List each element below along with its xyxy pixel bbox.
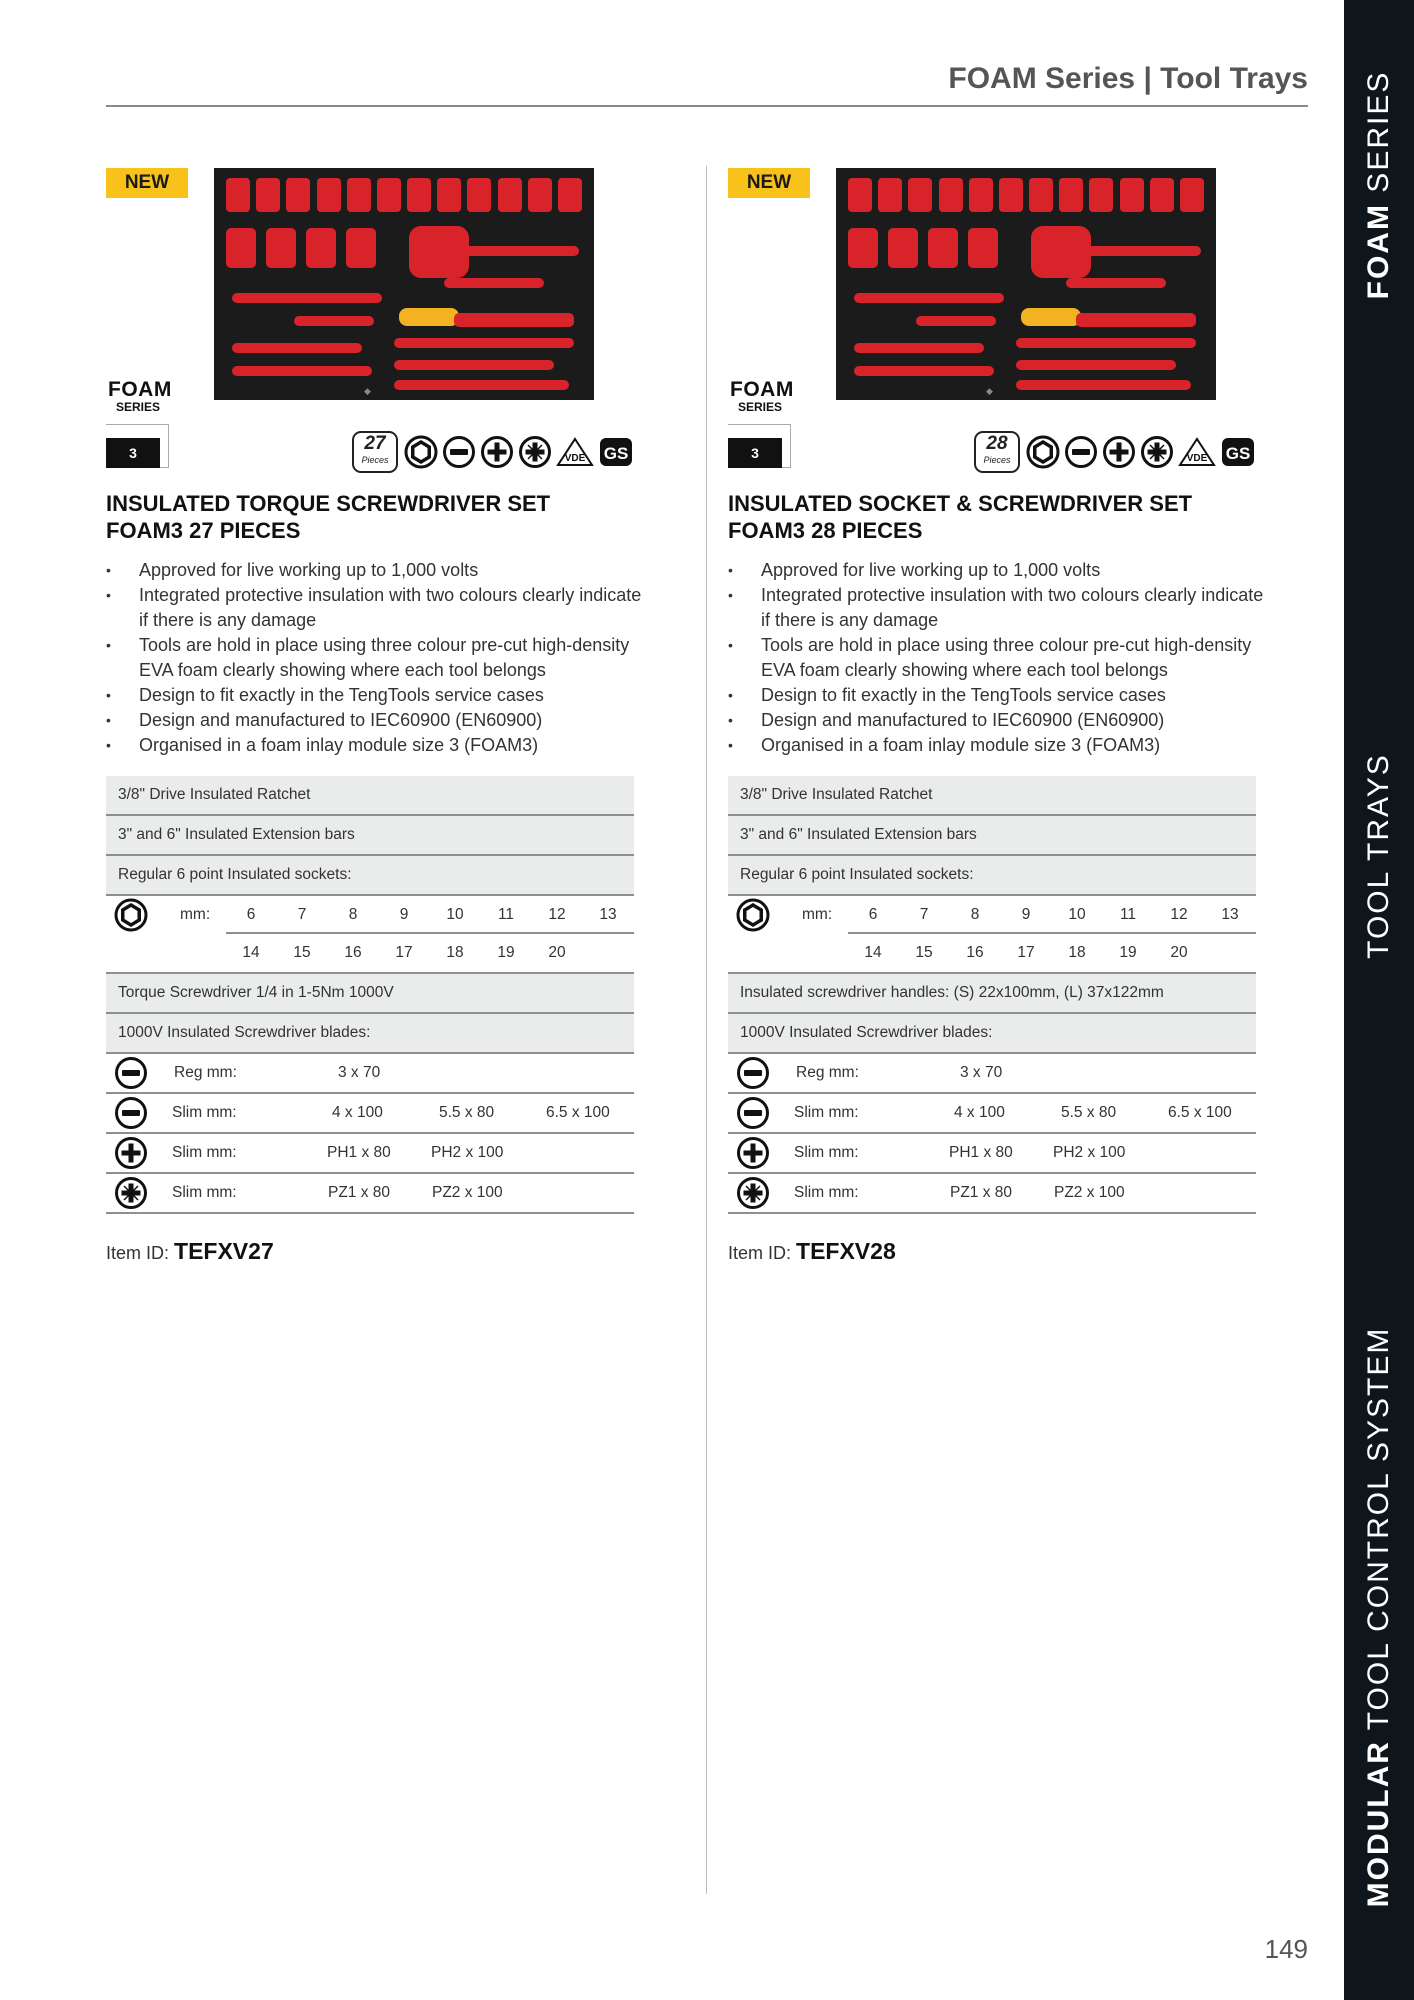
pozidriv-icon bbox=[518, 435, 552, 469]
item-id-value: TEFXV27 bbox=[174, 1238, 274, 1264]
blade-size: 6.5 x 100 bbox=[1168, 1104, 1232, 1121]
sidebar-series-light: SERIES bbox=[1362, 70, 1395, 193]
socket-size: 8 bbox=[970, 906, 980, 923]
sidebar-system-bold: MODULAR bbox=[1362, 1740, 1395, 1908]
photo-large-sockets bbox=[848, 228, 998, 268]
socket-size: 13 bbox=[599, 906, 617, 923]
photo-large-sockets bbox=[226, 228, 376, 268]
feature-item: • Tools are hold in place using three colour pre-cut high-density EVA foam clearly showing where each tool belongs bbox=[106, 633, 646, 683]
spec-row-text: 3" and 6" Insulated Extension bars bbox=[118, 826, 355, 843]
blade-row bbox=[106, 1174, 634, 1214]
socket-size: 17 bbox=[1017, 944, 1035, 961]
spec-table bbox=[106, 776, 634, 1214]
pozidriv-icon bbox=[736, 1176, 770, 1210]
product-title bbox=[106, 490, 550, 544]
pieces-count: 28 bbox=[986, 433, 1008, 454]
feature-item: • Design to fit exactly in the TengTools service cases bbox=[728, 683, 1268, 708]
item-id-label: Item ID: bbox=[106, 1243, 170, 1263]
foam-logo-word: FOAM bbox=[730, 378, 794, 401]
spec-row bbox=[106, 856, 634, 896]
socket-size: 9 bbox=[1021, 906, 1031, 923]
spec-row-text: Regular 6 point Insulated sockets: bbox=[740, 866, 974, 883]
blade-label: Slim mm: bbox=[794, 1144, 859, 1161]
photo-brand-text: ◆ bbox=[986, 386, 993, 396]
blade-size: PZ2 x 100 bbox=[432, 1184, 503, 1201]
blade-label: Slim mm: bbox=[794, 1104, 859, 1121]
product-card bbox=[728, 166, 1264, 1306]
feature-icon-row bbox=[974, 428, 1256, 476]
sidebar-system-label bbox=[1362, 1327, 1396, 1908]
page-number: 149 bbox=[1264, 1934, 1308, 1964]
phillips-icon bbox=[1102, 435, 1136, 469]
feature-list bbox=[106, 558, 646, 758]
socket-size: 10 bbox=[1068, 906, 1086, 923]
photo-brand-text: ◆ bbox=[364, 386, 371, 396]
item-id-value: TEFXV28 bbox=[796, 1238, 896, 1264]
vde-icon bbox=[1178, 437, 1216, 467]
pieces-count: 27 bbox=[364, 433, 386, 454]
sidebar-series-bold: FOAM bbox=[1362, 203, 1395, 300]
blade-label: Reg mm: bbox=[796, 1064, 859, 1081]
blade-size: 3 x 70 bbox=[338, 1064, 381, 1081]
pieces-count-badge bbox=[974, 431, 1020, 473]
product-photo bbox=[214, 168, 594, 400]
header-divider bbox=[106, 105, 1308, 107]
blade-size: 6.5 x 100 bbox=[546, 1104, 610, 1121]
blade-row bbox=[106, 1094, 634, 1134]
item-id bbox=[106, 1238, 274, 1265]
feature-item: • Integrated protective insulation with two colours clearly indicate if there is any damage bbox=[728, 583, 1268, 633]
slotted-icon bbox=[736, 1096, 770, 1130]
sidebar bbox=[1344, 0, 1414, 2000]
blade-size: PH1 x 80 bbox=[949, 1144, 1013, 1161]
socket-size: 18 bbox=[446, 944, 464, 961]
hex-socket-icon bbox=[114, 898, 148, 932]
socket-size: 11 bbox=[497, 906, 515, 923]
blade-size: PH2 x 100 bbox=[1053, 1144, 1126, 1161]
blade-size: 5.5 x 80 bbox=[439, 1104, 495, 1121]
hex-socket-icon bbox=[736, 898, 770, 932]
feature-item: • Integrated protective insulation with two colours clearly indicate if there is any damage bbox=[106, 583, 646, 633]
column-divider bbox=[706, 166, 707, 1894]
module-size-badge bbox=[106, 424, 170, 468]
blade-size: PZ1 x 80 bbox=[950, 1184, 1013, 1201]
feature-item: • Design to fit exactly in the TengTools service cases bbox=[106, 683, 646, 708]
photo-socket-row bbox=[226, 178, 582, 212]
page-header-title: FOAM Series | Tool Trays bbox=[948, 62, 1308, 95]
foam-logo-sub: SERIES bbox=[737, 400, 782, 414]
svg-text:GS: GS bbox=[1225, 444, 1251, 463]
svg-text:VDE: VDE bbox=[564, 453, 586, 464]
spec-row-text: 1000V Insulated Screwdriver blades: bbox=[118, 1024, 371, 1041]
blade-label: Slim mm: bbox=[172, 1104, 237, 1121]
blade-size: PZ2 x 100 bbox=[1054, 1184, 1125, 1201]
socket-sizes-row-1 bbox=[728, 896, 1256, 934]
blade-row bbox=[728, 1054, 1256, 1094]
spec-row bbox=[728, 776, 1256, 816]
feature-list bbox=[728, 558, 1268, 758]
feature-item: • Organised in a foam inlay module size 3 (FOAM3) bbox=[106, 733, 646, 758]
socket-size: 15 bbox=[915, 944, 933, 961]
spec-row bbox=[106, 1014, 634, 1054]
feature-item: • Approved for live working up to 1,000 volts bbox=[106, 558, 646, 583]
slotted-icon bbox=[1064, 435, 1098, 469]
feature-item: • Design and manufactured to IEC60900 (EN60900) bbox=[728, 708, 1268, 733]
blade-size: PH2 x 100 bbox=[431, 1144, 504, 1161]
svg-text:VDE: VDE bbox=[1186, 453, 1208, 464]
socket-size: 12 bbox=[1170, 906, 1188, 923]
socket-size: 11 bbox=[1119, 906, 1137, 923]
socket-size: 8 bbox=[348, 906, 358, 923]
socket-size: 20 bbox=[548, 944, 566, 961]
hex-socket-icon bbox=[1026, 435, 1060, 469]
blade-size: 4 x 100 bbox=[954, 1104, 1005, 1121]
product-title bbox=[728, 490, 1192, 544]
gs-icon bbox=[598, 434, 634, 470]
blade-row bbox=[728, 1134, 1256, 1174]
spec-row-text: 3" and 6" Insulated Extension bars bbox=[740, 826, 977, 843]
spec-row bbox=[728, 856, 1256, 896]
slotted-icon bbox=[114, 1096, 148, 1130]
blade-label: Slim mm: bbox=[794, 1184, 859, 1201]
socket-size: 16 bbox=[966, 944, 984, 961]
foam-series-logo bbox=[730, 378, 794, 414]
sidebar-series-label bbox=[1362, 71, 1396, 300]
socket-sizes-row-2 bbox=[728, 934, 1256, 974]
socket-size: 17 bbox=[395, 944, 413, 961]
blade-size: PH1 x 80 bbox=[327, 1144, 391, 1161]
foam-logo-sub: SERIES bbox=[115, 400, 160, 414]
socket-size: 15 bbox=[293, 944, 311, 961]
item-id bbox=[728, 1238, 896, 1265]
module-size-badge bbox=[728, 424, 792, 468]
spec-row bbox=[728, 816, 1256, 856]
socket-size: 6 bbox=[868, 906, 878, 923]
socket-size: 14 bbox=[864, 944, 882, 961]
sidebar-system-light: TOOL CONTROL SYSTEM bbox=[1362, 1326, 1395, 1731]
spec-row-text: Torque Screwdriver 1/4 in 1-5Nm 1000V bbox=[118, 984, 394, 1001]
mm-label: mm: bbox=[802, 906, 833, 923]
blade-size: PZ1 x 80 bbox=[328, 1184, 391, 1201]
spec-row bbox=[106, 776, 634, 816]
feature-item: • Organised in a foam inlay module size 3 (FOAM3) bbox=[728, 733, 1268, 758]
spec-row-text: Regular 6 point Insulated sockets: bbox=[118, 866, 352, 883]
socket-sizes-row-2 bbox=[106, 934, 634, 974]
blade-label: Slim mm: bbox=[172, 1184, 237, 1201]
phillips-icon bbox=[480, 435, 514, 469]
blade-row bbox=[728, 1174, 1256, 1214]
spec-row bbox=[728, 1014, 1256, 1054]
feature-icon-row bbox=[352, 428, 634, 476]
socket-size: 16 bbox=[344, 944, 362, 961]
spec-row-text: 1000V Insulated Screwdriver blades: bbox=[740, 1024, 993, 1041]
socket-size: 20 bbox=[1170, 944, 1188, 961]
spec-row-text: 3/8" Drive Insulated Ratchet bbox=[118, 786, 311, 803]
vde-icon bbox=[556, 437, 594, 467]
pozidriv-icon bbox=[1140, 435, 1174, 469]
pozidriv-icon bbox=[114, 1176, 148, 1210]
product-title-line1: INSULATED SOCKET & SCREWDRIVER SET bbox=[728, 491, 1193, 516]
svg-text:GS: GS bbox=[603, 444, 629, 463]
socket-size: 19 bbox=[497, 944, 515, 961]
feature-item: • Approved for live working up to 1,000 volts bbox=[728, 558, 1268, 583]
phillips-icon bbox=[736, 1136, 770, 1170]
slotted-icon bbox=[114, 1056, 148, 1090]
item-id-label: Item ID: bbox=[728, 1243, 792, 1263]
product-title-line2: FOAM3 27 PIECES bbox=[106, 518, 301, 543]
feature-item: • Tools are hold in place using three colour pre-cut high-density EVA foam clearly showing where each tool belongs bbox=[728, 633, 1268, 683]
foam-series-logo bbox=[108, 378, 172, 414]
pieces-label: Pieces bbox=[983, 455, 1011, 465]
spec-row-text: Insulated screwdriver handles: (S) 22x100mm, (L) 37x122mm bbox=[740, 984, 1164, 1001]
spec-row-text: 3/8" Drive Insulated Ratchet bbox=[740, 786, 933, 803]
socket-size: 6 bbox=[246, 906, 256, 923]
blade-label: Slim mm: bbox=[172, 1144, 237, 1161]
hex-socket-icon bbox=[404, 435, 438, 469]
blade-size: 4 x 100 bbox=[332, 1104, 383, 1121]
socket-size: 19 bbox=[1119, 944, 1137, 961]
blade-row bbox=[728, 1094, 1256, 1134]
new-badge: NEW bbox=[106, 168, 188, 198]
slotted-icon bbox=[736, 1056, 770, 1090]
spec-row bbox=[728, 974, 1256, 1014]
mm-label: mm: bbox=[180, 906, 211, 923]
photo-socket-row bbox=[848, 178, 1204, 212]
feature-item: • Design and manufactured to IEC60900 (EN60900) bbox=[106, 708, 646, 733]
blade-size: 5.5 x 80 bbox=[1061, 1104, 1117, 1121]
spec-row bbox=[106, 816, 634, 856]
spec-row bbox=[106, 974, 634, 1014]
pieces-label: Pieces bbox=[361, 455, 389, 465]
phillips-icon bbox=[114, 1136, 148, 1170]
foam-logo-word: FOAM bbox=[108, 378, 172, 401]
socket-size: 10 bbox=[446, 906, 464, 923]
product-title-line1: INSULATED TORQUE SCREWDRIVER SET bbox=[106, 491, 551, 516]
product-card bbox=[106, 166, 642, 1306]
blade-size: 3 x 70 bbox=[960, 1064, 1003, 1081]
slotted-icon bbox=[442, 435, 476, 469]
socket-size: 13 bbox=[1221, 906, 1239, 923]
sidebar-section-label: TOOL TRAYS bbox=[1362, 753, 1395, 959]
socket-size: 14 bbox=[242, 944, 260, 961]
blade-label: Reg mm: bbox=[174, 1064, 237, 1081]
socket-size: 9 bbox=[399, 906, 409, 923]
socket-size: 18 bbox=[1068, 944, 1086, 961]
pieces-count-badge bbox=[352, 431, 398, 473]
socket-sizes-row-1 bbox=[106, 896, 634, 934]
socket-size: 7 bbox=[297, 906, 307, 923]
socket-size: 7 bbox=[919, 906, 929, 923]
blade-row bbox=[106, 1054, 634, 1094]
module-size-number: 3 bbox=[728, 438, 782, 468]
socket-size: 12 bbox=[548, 906, 566, 923]
gs-icon bbox=[1220, 434, 1256, 470]
new-badge: NEW bbox=[728, 168, 810, 198]
blade-row bbox=[106, 1134, 634, 1174]
product-photo bbox=[836, 168, 1216, 400]
product-title-line2: FOAM3 28 PIECES bbox=[728, 518, 923, 543]
spec-table bbox=[728, 776, 1256, 1214]
module-size-number: 3 bbox=[106, 438, 160, 468]
